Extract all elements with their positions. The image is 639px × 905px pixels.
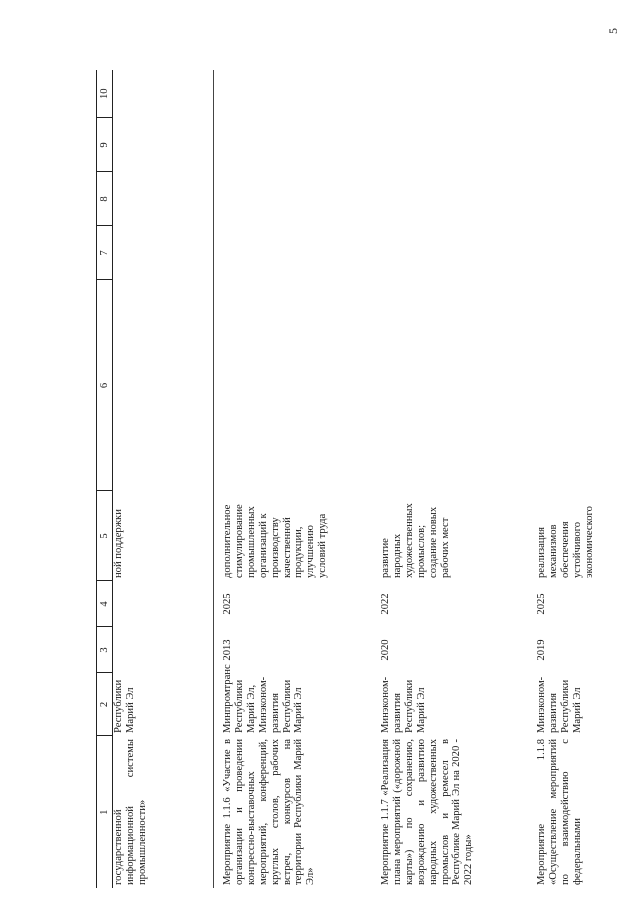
empty-cell (372, 280, 528, 491)
measure-cell: Мероприятие 1.1.7 «Реализация плана мероприятий («дорожной карты») по сохранению, возрождению и развитию народных художественных промыслов и ремесел в Республике Марий Эл на 2020 - 2022 годы» (380, 739, 475, 885)
table-row (214, 70, 373, 888)
column-header-9: 9 (97, 118, 113, 172)
measure-cell: государственной информационной системы промышленности» (113, 736, 214, 888)
empty-cell (214, 70, 373, 118)
column-header-5: 5 (97, 491, 113, 581)
column-header-8: 8 (97, 172, 113, 226)
empty-cell (113, 118, 214, 172)
start-year-cell: 2019 (536, 639, 547, 661)
executor-cell: Минэконом-развития Республики Марий Эл (380, 676, 427, 733)
empty-cell (528, 172, 636, 226)
executor-cell: Минэконом-развития Республики Марий Эл (536, 676, 583, 733)
end-year-cell (113, 581, 214, 627)
result-cell: развитие народных художественных промыслов; создание новых рабочих мест (380, 503, 451, 578)
rotated-table-container (96, 70, 636, 888)
start-year-cell (113, 627, 214, 673)
empty-cell (528, 226, 636, 280)
empty-cell (372, 226, 528, 280)
column-header-3: 3 (97, 627, 113, 673)
result-cell: ной поддержки (113, 491, 214, 581)
empty-cell (214, 226, 373, 280)
result-cell: дополнительное стимулирование промышленных организаций к производству качественной продукции, улучшению условий труда (222, 504, 329, 578)
empty-cell (214, 118, 373, 172)
empty-cell (528, 280, 636, 491)
end-year-cell: 2025 (536, 593, 547, 615)
empty-cell (372, 70, 528, 118)
table-row (528, 70, 636, 888)
empty-cell (214, 172, 373, 226)
executor-cell: Минпромтранс Республики Марий Эл, Минэконом-развития Республики Марий Эл (222, 664, 305, 733)
column-header-6: 6 (97, 280, 113, 491)
start-year-cell: 2020 (380, 639, 391, 661)
column-header-2: 2 (97, 673, 113, 736)
empty-cell (528, 70, 636, 118)
empty-cell (113, 70, 214, 118)
empty-cell (372, 118, 528, 172)
end-year-cell: 2022 (380, 593, 391, 615)
measure-cell: Мероприятие 1.1.8 «Осуществление мероприятий по взаимодействию с федеральными (536, 739, 583, 885)
column-header-10: 10 (97, 70, 113, 118)
page-number: 5 (606, 28, 620, 34)
start-year-cell: 2013 (222, 639, 233, 661)
column-header-1: 1 (97, 736, 113, 888)
empty-cell (113, 280, 214, 491)
column-number-header-row (97, 70, 113, 888)
table-row (113, 70, 214, 888)
empty-cell (528, 118, 636, 172)
table-row (372, 70, 528, 888)
empty-cell (113, 172, 214, 226)
empty-cell (372, 172, 528, 226)
column-header-7: 7 (97, 226, 113, 280)
empty-cell (113, 226, 214, 280)
end-year-cell: 2025 (222, 593, 233, 615)
column-header-4: 4 (97, 581, 113, 627)
program-measures-table (96, 70, 636, 888)
measure-cell: Мероприятие 1.1.6 «Участие в организации и проведении конгрессно-выставочных мероприятий, конференций, круглых столов, рабочих встреч, конкурсов на территории Республики Марий Эл» (222, 739, 317, 885)
executor-cell: Республики Марий Эл (113, 673, 214, 736)
empty-cell (214, 280, 373, 491)
result-cell: реализация механизмов обеспечения устойчивого экономического (536, 506, 595, 578)
